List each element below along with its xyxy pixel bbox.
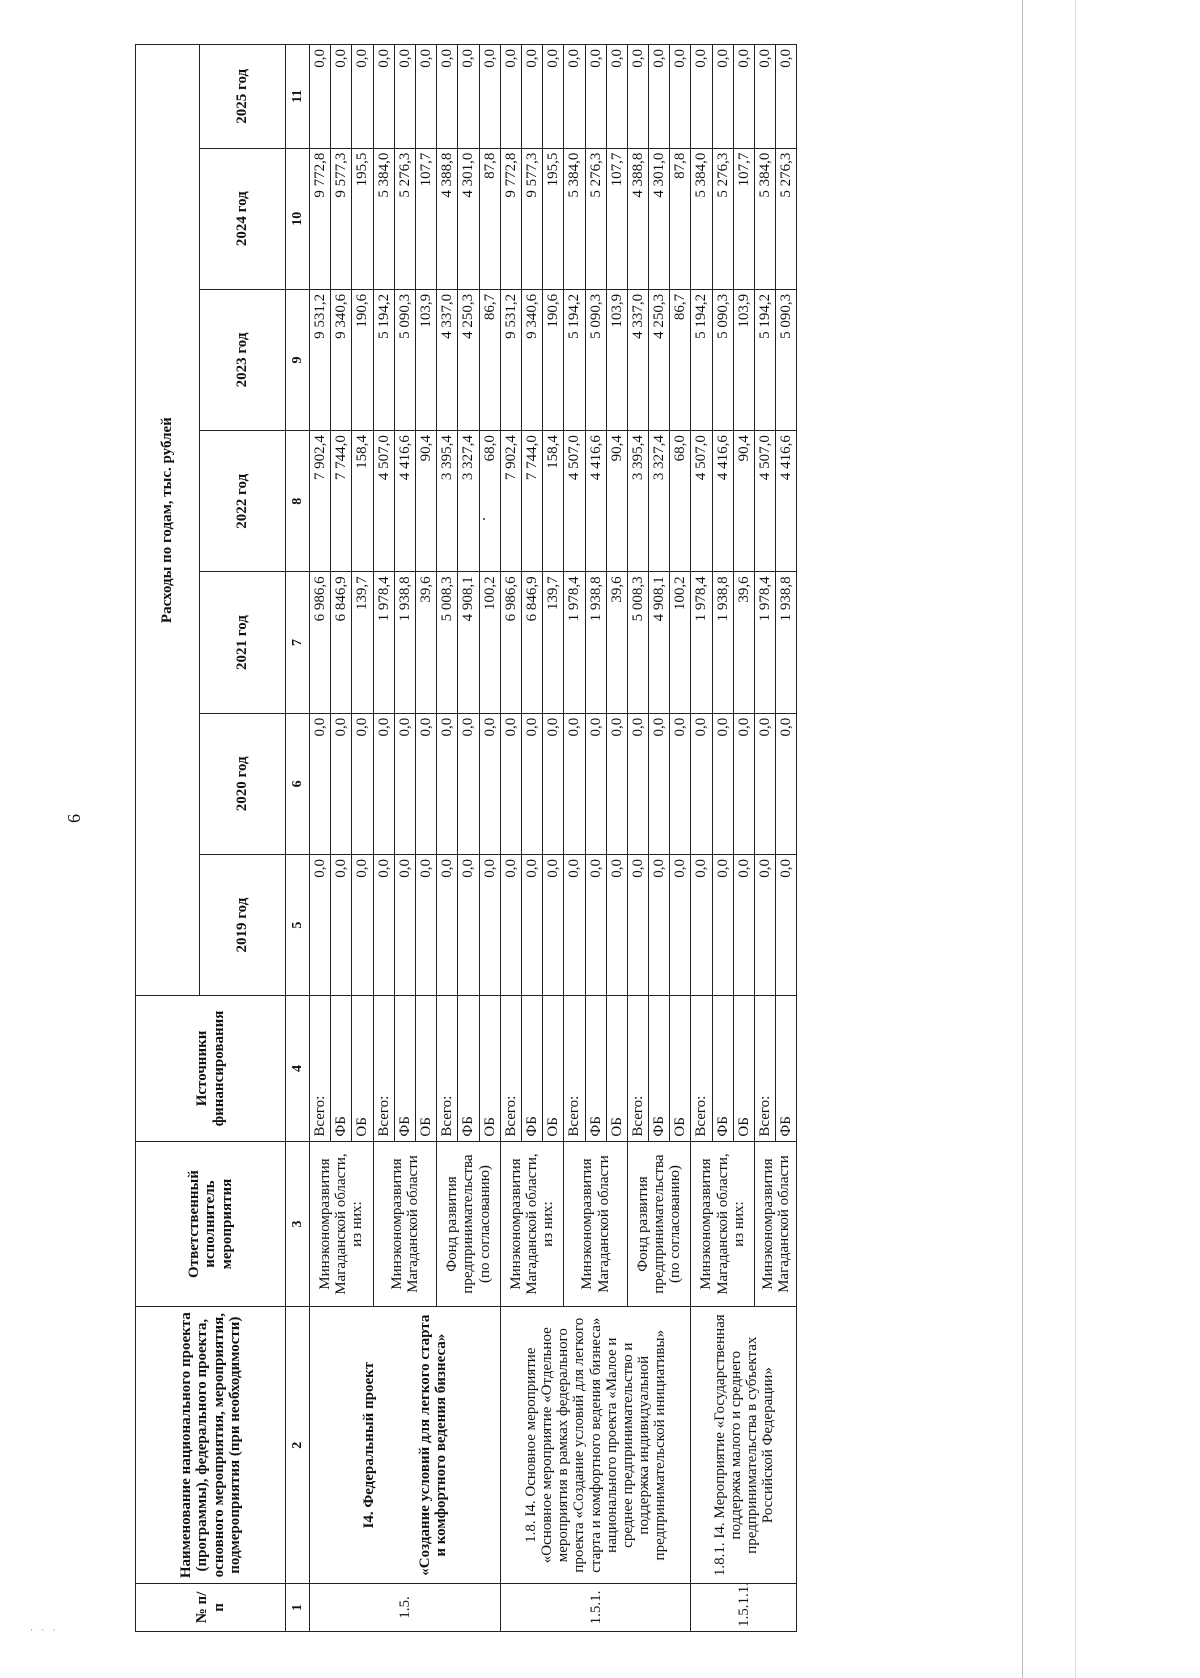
row-value: 0,0 — [733, 854, 754, 995]
row-source: ФБ — [649, 996, 670, 1141]
column-number: 7 — [286, 572, 310, 713]
header-year: 2024 год — [200, 148, 286, 289]
row-source: ФБ — [331, 996, 352, 1141]
row-value: 4 416,6 — [776, 431, 797, 572]
header-year: 2021 год — [200, 572, 286, 713]
row-value: 103,9 — [606, 289, 627, 430]
row-value: 4 388,8 — [437, 148, 458, 289]
row-value: 158,4 — [352, 431, 373, 572]
header-year: 2020 год — [200, 713, 286, 854]
row-value: 3 327,4 — [458, 431, 479, 572]
row-value: 86,7 — [670, 289, 691, 430]
row-value: 39,6 — [606, 572, 627, 713]
row-value: 107,7 — [606, 148, 627, 289]
row-value: 0,0 — [627, 45, 648, 149]
row-value: 0,0 — [585, 854, 606, 995]
row-executor: Минэкономразвития Магаданской области, из них: — [310, 1141, 374, 1307]
row-value: 0,0 — [437, 45, 458, 149]
row-value: 86,7 — [479, 289, 500, 430]
row-value: 1 978,4 — [373, 572, 394, 713]
row-value: 0,0 — [755, 854, 776, 995]
row-name-text: «Создание условий для легкого старта и комфортного ведения бизнеса» — [416, 1314, 450, 1576]
row-value: 0,0 — [500, 45, 521, 149]
row-value: 190,6 — [352, 289, 373, 430]
row-value: 0,0 — [606, 45, 627, 149]
table-row — [500, 45, 521, 1632]
row-value: 4 507,0 — [691, 431, 712, 572]
row-value: 4 301,0 — [458, 148, 479, 289]
row-value: 0,0 — [479, 45, 500, 149]
row-value: 0,0 — [521, 713, 542, 854]
row-executor: Минэкономразвития Магаданской области, из них: — [691, 1141, 755, 1307]
row-value: 100,2 — [479, 572, 500, 713]
column-number: 9 — [286, 289, 310, 430]
row-value: 0,0 — [712, 854, 733, 995]
row-value: 0,0 — [585, 713, 606, 854]
row-value: 0,0 — [373, 854, 394, 995]
row-value: 5 194,2 — [755, 289, 776, 430]
table-row — [310, 45, 331, 1632]
column-number: 11 — [286, 45, 310, 149]
row-value: 0,0 — [543, 854, 564, 995]
row-value: 4 388,8 — [627, 148, 648, 289]
row-number: 1.5. — [310, 1583, 501, 1631]
row-value: 9 340,6 — [331, 289, 352, 430]
row-value: 5 276,3 — [712, 148, 733, 289]
row-value: 0,0 — [352, 854, 373, 995]
row-value: 0,0 — [331, 854, 352, 995]
row-value: 139,7 — [352, 572, 373, 713]
row-source: ФБ — [776, 996, 797, 1141]
row-value: 4 416,6 — [394, 431, 415, 572]
row-value: 190,6 — [543, 289, 564, 430]
row-value: 4 337,0 — [437, 289, 458, 430]
row-source: ОБ — [606, 996, 627, 1141]
row-value: 0,0 — [521, 854, 542, 995]
row-value: 0,0 — [500, 854, 521, 995]
row-value: 3 395,4 — [627, 431, 648, 572]
row-value: 5 384,0 — [755, 148, 776, 289]
row-value: 0,0 — [755, 713, 776, 854]
row-value: 6 846,9 — [521, 572, 542, 713]
row-value: 90,4 — [416, 431, 437, 572]
row-value: 0,0 — [310, 713, 331, 854]
row-value: 0,0 — [733, 713, 754, 854]
row-name: 1.8.1. I4. Мероприятие «Государственная поддержка малого и среднего предпринимательства в субъектах Российской Федерации» — [691, 1307, 797, 1583]
row-value: 90,4 — [733, 431, 754, 572]
row-value: 4 507,0 — [373, 431, 394, 572]
row-value: 5 384,0 — [564, 148, 585, 289]
row-source: Всего: — [500, 996, 521, 1141]
row-value: 4 250,3 — [649, 289, 670, 430]
row-value: 9 577,3 — [331, 148, 352, 289]
row-value: 5 276,3 — [394, 148, 415, 289]
row-value: 0,0 — [479, 713, 500, 854]
row-value: 1 978,4 — [691, 572, 712, 713]
row-value: 1 938,8 — [585, 572, 606, 713]
page-edge-line — [1075, 0, 1076, 1678]
row-value: 0,0 — [564, 713, 585, 854]
row-source: ОБ — [543, 996, 564, 1141]
row-value: 0,0 — [394, 713, 415, 854]
row-value: 0,0 — [670, 45, 691, 149]
row-value: 5 008,3 — [437, 572, 458, 713]
page-number: 6 — [64, 814, 84, 823]
row-value: 4 908,1 — [458, 572, 479, 713]
row-value: 0,0 — [437, 713, 458, 854]
row-source: ОБ — [479, 996, 500, 1141]
column-number: 3 — [286, 1141, 310, 1307]
row-value: 0,0 — [479, 854, 500, 995]
row-name — [310, 1307, 501, 1583]
row-value: 0,0 — [733, 45, 754, 149]
row-value: 1 978,4 — [564, 572, 585, 713]
table-row — [691, 45, 712, 1632]
row-executor: Минэкономразвития Магаданской области — [373, 1141, 437, 1307]
row-value: 0,0 — [352, 45, 373, 149]
row-executor: Фонд развития предпринимательства (по согласованию) — [627, 1141, 691, 1307]
row-value: 0,0 — [670, 713, 691, 854]
row-value: 0,0 — [564, 854, 585, 995]
row-value: 0,0 — [458, 713, 479, 854]
row-value: 0,0 — [606, 713, 627, 854]
row-value: 0,0 — [712, 713, 733, 854]
row-value: 3 395,4 — [437, 431, 458, 572]
row-value: 0,0 — [458, 45, 479, 149]
row-value: 9 531,2 — [310, 289, 331, 430]
row-value: 1 938,8 — [776, 572, 797, 713]
row-value: 0,0 — [394, 45, 415, 149]
row-executor: Фонд развития предпринимательства (по согласованию) — [437, 1141, 501, 1307]
row-value: 9 772,8 — [500, 148, 521, 289]
row-value: 0,0 — [627, 713, 648, 854]
row-value: 0,0 — [331, 45, 352, 149]
row-value: 0,0 — [416, 854, 437, 995]
row-value: 7 902,4 — [310, 431, 331, 572]
rotated-table-area — [135, 44, 1067, 1632]
row-value: 0,0 — [543, 713, 564, 854]
row-value: 5 090,3 — [585, 289, 606, 430]
row-value: 0,0 — [691, 854, 712, 995]
header-num: № п/п — [136, 1583, 286, 1631]
row-value: 0,0 — [649, 713, 670, 854]
row-value: 0,0 — [352, 713, 373, 854]
column-number: 6 — [286, 713, 310, 854]
expenses-table — [135, 44, 797, 1632]
header-expenses-group: Расходы по годам, тыс. рублей — [136, 45, 200, 996]
row-value: 6 846,9 — [331, 572, 352, 713]
row-executor: Минэкономразвития Магаданской области, из них: — [500, 1141, 564, 1307]
row-executor: Минэкономразвития Магаданской области — [755, 1141, 797, 1307]
header-sources: Источники финансирования — [136, 996, 286, 1141]
row-value: 6 986,6 — [310, 572, 331, 713]
row-value: 0,0 — [691, 713, 712, 854]
header-year: 2025 год — [200, 45, 286, 149]
column-number: 4 — [286, 996, 310, 1141]
row-number: 1.5.1.1. — [691, 1583, 797, 1631]
row-value: 5 276,3 — [776, 148, 797, 289]
row-value: 0,0 — [416, 45, 437, 149]
row-value: 1 938,8 — [712, 572, 733, 713]
row-value: 68,0 — [479, 431, 500, 572]
row-value: 39,6 — [733, 572, 754, 713]
row-value: 107,7 — [416, 148, 437, 289]
row-value: 5 194,2 — [373, 289, 394, 430]
row-source: Всего: — [310, 996, 331, 1141]
row-source: Всего: — [437, 996, 458, 1141]
row-value: 9 340,6 — [521, 289, 542, 430]
row-value: 3 327,4 — [649, 431, 670, 572]
row-value: 0,0 — [458, 854, 479, 995]
row-value: 4 908,1 — [649, 572, 670, 713]
row-value: 68,0 — [670, 431, 691, 572]
row-value: 0,0 — [755, 45, 776, 149]
row-value: 107,7 — [733, 148, 754, 289]
row-name: 1.8. I4. Основное мероприятие «Основное мероприятие «Отдельное мероприятия в рамках федерального проекта «Создание условий для легкого старта и комфортного ведения бизнеса» национального проекта «Малое и среднее предпринимательство и поддержка индивидуальной предпринимательской инициативы» — [500, 1307, 691, 1583]
row-value: 0,0 — [373, 45, 394, 149]
row-source: ОБ — [352, 996, 373, 1141]
row-value: 0,0 — [670, 854, 691, 995]
row-source: ФБ — [394, 996, 415, 1141]
row-value: 0,0 — [416, 713, 437, 854]
column-number: 8 — [286, 431, 310, 572]
row-value: 4 337,0 — [627, 289, 648, 430]
row-name-lead: I4. Федеральный проект — [360, 1361, 377, 1529]
row-value: 100,2 — [670, 572, 691, 713]
header-name: Наименование национального проекта (программы), федерального проекта, основного мероприятия, мероприятия, подмероприятия (при необходимости) — [136, 1307, 286, 1583]
row-value: 0,0 — [373, 713, 394, 854]
row-value: 7 744,0 — [521, 431, 542, 572]
row-value: 0,0 — [776, 45, 797, 149]
row-source: ОБ — [733, 996, 754, 1141]
row-value: 4 507,0 — [564, 431, 585, 572]
row-value: 6 986,6 — [500, 572, 521, 713]
row-source: Всего: — [564, 996, 585, 1141]
row-value: 0,0 — [691, 45, 712, 149]
row-number: 1.5.1. — [500, 1583, 691, 1631]
row-executor: Минэкономразвития Магаданской области — [564, 1141, 628, 1307]
row-value: 4 507,0 — [755, 431, 776, 572]
row-value: 5 194,2 — [564, 289, 585, 430]
row-value: 0,0 — [606, 854, 627, 995]
row-value: 103,9 — [416, 289, 437, 430]
row-value: 0,0 — [649, 45, 670, 149]
row-source: ФБ — [585, 996, 606, 1141]
row-value: 0,0 — [585, 45, 606, 149]
row-value: 9 772,8 — [310, 148, 331, 289]
row-value: 5 384,0 — [373, 148, 394, 289]
row-value: 139,7 — [543, 572, 564, 713]
header-year: 2022 год — [200, 431, 286, 572]
row-value: 87,8 — [670, 148, 691, 289]
row-value: 0,0 — [500, 713, 521, 854]
row-value: 5 384,0 — [691, 148, 712, 289]
row-value: 195,5 — [352, 148, 373, 289]
row-value: 4 416,6 — [712, 431, 733, 572]
row-source: Всего: — [627, 996, 648, 1141]
row-value: 5 090,3 — [394, 289, 415, 430]
row-value: 103,9 — [733, 289, 754, 430]
row-value: 0,0 — [649, 854, 670, 995]
row-value: 4 416,6 — [585, 431, 606, 572]
row-value: 0,0 — [627, 854, 648, 995]
row-value: 0,0 — [394, 854, 415, 995]
row-value: 5 008,3 — [627, 572, 648, 713]
row-value: 90,4 — [606, 431, 627, 572]
row-value: 0,0 — [776, 713, 797, 854]
row-value: 7 744,0 — [331, 431, 352, 572]
row-value: 5 276,3 — [585, 148, 606, 289]
row-source: Всего: — [691, 996, 712, 1141]
row-value: 9 577,3 — [521, 148, 542, 289]
row-value: 5 090,3 — [712, 289, 733, 430]
row-value: 5 090,3 — [776, 289, 797, 430]
row-value: 158,4 — [543, 431, 564, 572]
row-value: 5 194,2 — [691, 289, 712, 430]
row-value: 4 250,3 — [458, 289, 479, 430]
row-source: ФБ — [521, 996, 542, 1141]
row-value: 87,8 — [479, 148, 500, 289]
row-value: 7 902,4 — [500, 431, 521, 572]
row-value: 9 531,2 — [500, 289, 521, 430]
column-number: 10 — [286, 148, 310, 289]
row-value: 0,0 — [564, 45, 585, 149]
row-source: ФБ — [458, 996, 479, 1141]
row-source: Всего: — [373, 996, 394, 1141]
row-value: 0,0 — [776, 854, 797, 995]
header-year: 2023 год — [200, 289, 286, 430]
row-value: 39,6 — [416, 572, 437, 713]
row-value: 0,0 — [437, 854, 458, 995]
row-source: ОБ — [670, 996, 691, 1141]
header-executor: Ответственный исполнитель мероприятия — [136, 1141, 286, 1307]
header-year: 2019 год — [200, 854, 286, 995]
row-source: ФБ — [712, 996, 733, 1141]
row-source: ОБ — [416, 996, 437, 1141]
row-value: 1 938,8 — [394, 572, 415, 713]
column-number: 5 — [286, 854, 310, 995]
row-value: 0,0 — [310, 45, 331, 149]
row-value: 0,0 — [331, 713, 352, 854]
row-source: Всего: — [755, 996, 776, 1141]
column-number: 1 — [286, 1583, 310, 1631]
row-value: 0,0 — [543, 45, 564, 149]
row-value: 1 978,4 — [755, 572, 776, 713]
scan-specks: · · · — [30, 1625, 59, 1635]
row-value: 0,0 — [712, 45, 733, 149]
row-value: 0,0 — [521, 45, 542, 149]
row-value: 195,5 — [543, 148, 564, 289]
row-value: 0,0 — [310, 854, 331, 995]
column-number: 2 — [286, 1307, 310, 1583]
row-value: 4 301,0 — [649, 148, 670, 289]
